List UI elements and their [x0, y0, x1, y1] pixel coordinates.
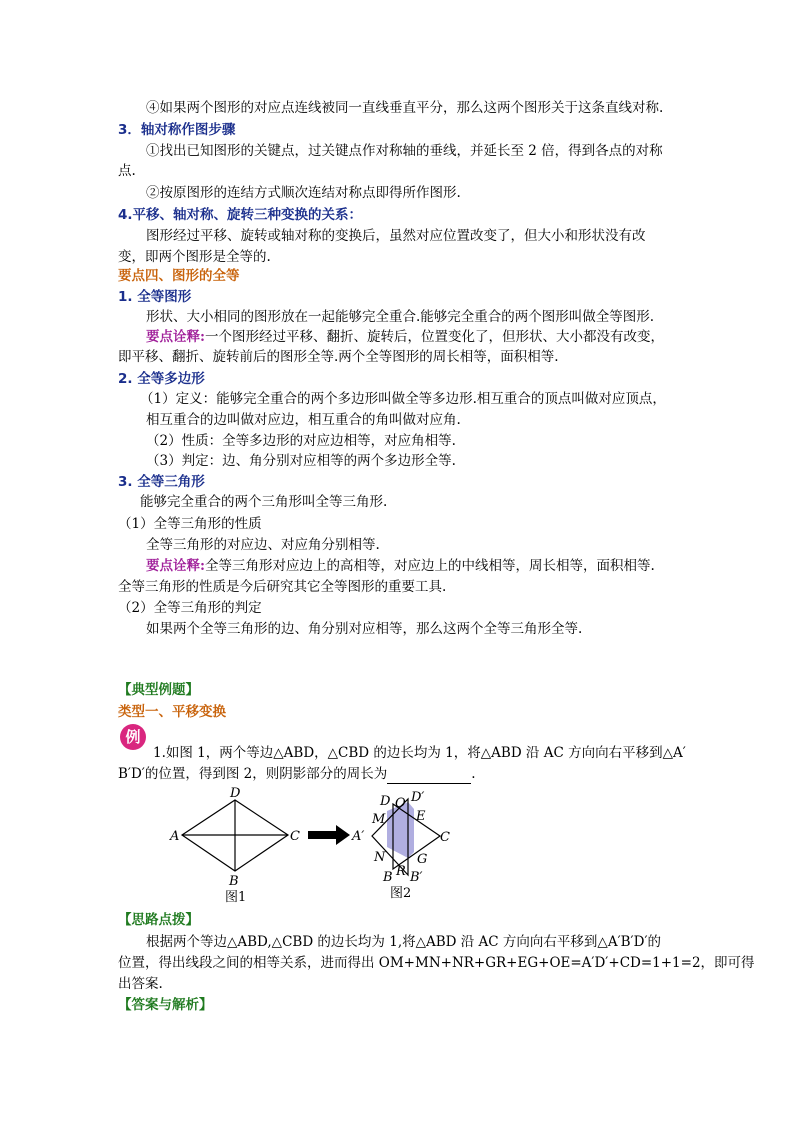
point-label-d-prime: D′ — [411, 790, 425, 805]
point-label-c: C — [440, 830, 450, 845]
text-line: 根据两个等边△ABD,△CBD 的边长均为 1,将△ABD 沿 AC 方向向右平移到△A′B′D′的 — [146, 934, 662, 950]
question-text: B′D′的位置，得到图 2，则阴影部分的周长为 — [118, 766, 388, 782]
section-heading: 1. 全等图形 — [118, 289, 192, 305]
section-heading: 【典型例题】 — [118, 682, 199, 698]
section-heading: 要点四、图形的全等 — [118, 268, 240, 284]
key-point-label: 要点诠释: — [146, 329, 205, 345]
text-line: （1）定义：能够完全重合的两个多边形叫做全等多边形.相互重合的顶点叫做对应顶点， — [140, 391, 666, 407]
question-line — [118, 764, 476, 784]
key-point-text: 一个图形经过平移、翻折、旋转后，位置变化了，但形状、大小都没有改变， — [204, 329, 664, 345]
point-label-d: D — [380, 794, 391, 809]
key-point-text: 全等三角形对应边上的高相等，对应边上的中线相等，周长相等，面积相等. — [204, 558, 655, 574]
text-line: 形状、大小相同的图形放在一起能够完全重合.能够完全重合的两个图形叫做全等图形. — [146, 309, 655, 325]
section-heading: 【思路点拨】 — [118, 912, 199, 928]
text-line: （1）全等三角形的性质 — [118, 516, 262, 532]
text-line: 即平移、翻折、旋转前后的图形全等.两个全等图形的周长相等，面积相等. — [118, 349, 559, 365]
text-line: 全等三角形的性质是今后研究其它全等图形的重要工具. — [118, 579, 447, 595]
section-heading: 类型一、平移变换 — [118, 704, 226, 720]
text-line: 能够完全重合的两个三角形叫全等三角形. — [140, 494, 388, 510]
point-label-m: M — [372, 812, 386, 827]
point-label-n: N — [374, 850, 386, 865]
point-label-a: A — [170, 829, 180, 844]
text-line — [146, 327, 664, 347]
text-line: 点. — [118, 163, 136, 179]
figure-2-caption: 图2 — [390, 886, 412, 901]
text-line: 变，即两个图形是全等的. — [118, 249, 271, 265]
answer-blank — [387, 769, 471, 784]
text-line: 相互重合的边叫做对应边，相互重合的角叫做对应角. — [146, 412, 461, 428]
text-line: 如果两个全等三角形的边、角分别对应相等，那么这两个全等三角形全等. — [146, 621, 583, 637]
text-line: 出答案. — [118, 976, 163, 992]
text-line: （2）全等三角形的判定 — [118, 600, 262, 616]
text-line: （3）判定：边、角分别对应相等的两个多边形全等. — [146, 453, 456, 469]
section-heading: 2. 全等多边形 — [118, 371, 205, 387]
text-line: 全等三角形的对应边、对应角分别相等. — [146, 537, 380, 553]
text-line — [146, 556, 655, 576]
question-line: 1.如图 1，两个等边△ABD，△CBD 的边长均为 1，将△ABD 沿 AC 方向向右平移到△A′ — [153, 745, 686, 761]
text-line: ①找出已知图形的关键点，过关键点作对称轴的垂线，并延长至 2 倍，得到各点的对称 — [146, 143, 663, 159]
point-label-b: B — [229, 874, 239, 889]
key-point-label: 要点诠释: — [146, 558, 205, 574]
text-line: 位置，得出线段之间的相等关系，进而得出 OM+MN+NR+GR+EG+OE=A′D′+CD=1+1=2，即可得 — [118, 955, 755, 971]
section-heading: 3．轴对称作图步骤 — [118, 122, 236, 138]
point-label-r: R — [396, 864, 406, 879]
section-heading: 【答案与解析】 — [118, 997, 213, 1013]
example-badge: 例 — [120, 724, 146, 750]
text-line: 图形经过平移、旋转或轴对称的变换后，虽然对应位置改变了，但大小和形状没有改 — [146, 228, 646, 244]
figure-1-caption: 图1 — [225, 890, 247, 905]
point-label-g: G — [417, 852, 428, 867]
point-label-c: C — [290, 829, 300, 844]
text-line: ④如果两个图形的对应点连线被同一直线垂直平分，那么这两个图形关于这条直线对称. — [146, 100, 664, 116]
question-end: . — [471, 766, 476, 782]
figure-2 — [350, 785, 470, 910]
point-label-e: E — [416, 809, 426, 824]
section-heading: 3. 全等三角形 — [118, 474, 205, 490]
point-label-a-prime: A′ — [352, 829, 365, 844]
text-line: （2）性质：全等多边形的对应边相等，对应角相等. — [146, 433, 456, 449]
point-label-b: B — [383, 870, 393, 885]
point-label-d: D — [230, 786, 241, 801]
point-label-o: O — [395, 796, 406, 811]
figure-1 — [160, 785, 310, 910]
section-heading: 4.平移、轴对称、旋转三种变换的关系： — [118, 207, 363, 223]
text-line: ②按原图形的连结方式顺次连结对称点即得所作图形. — [146, 185, 461, 201]
right-arrow-icon — [308, 825, 350, 845]
point-label-b-prime: B′ — [410, 870, 423, 885]
